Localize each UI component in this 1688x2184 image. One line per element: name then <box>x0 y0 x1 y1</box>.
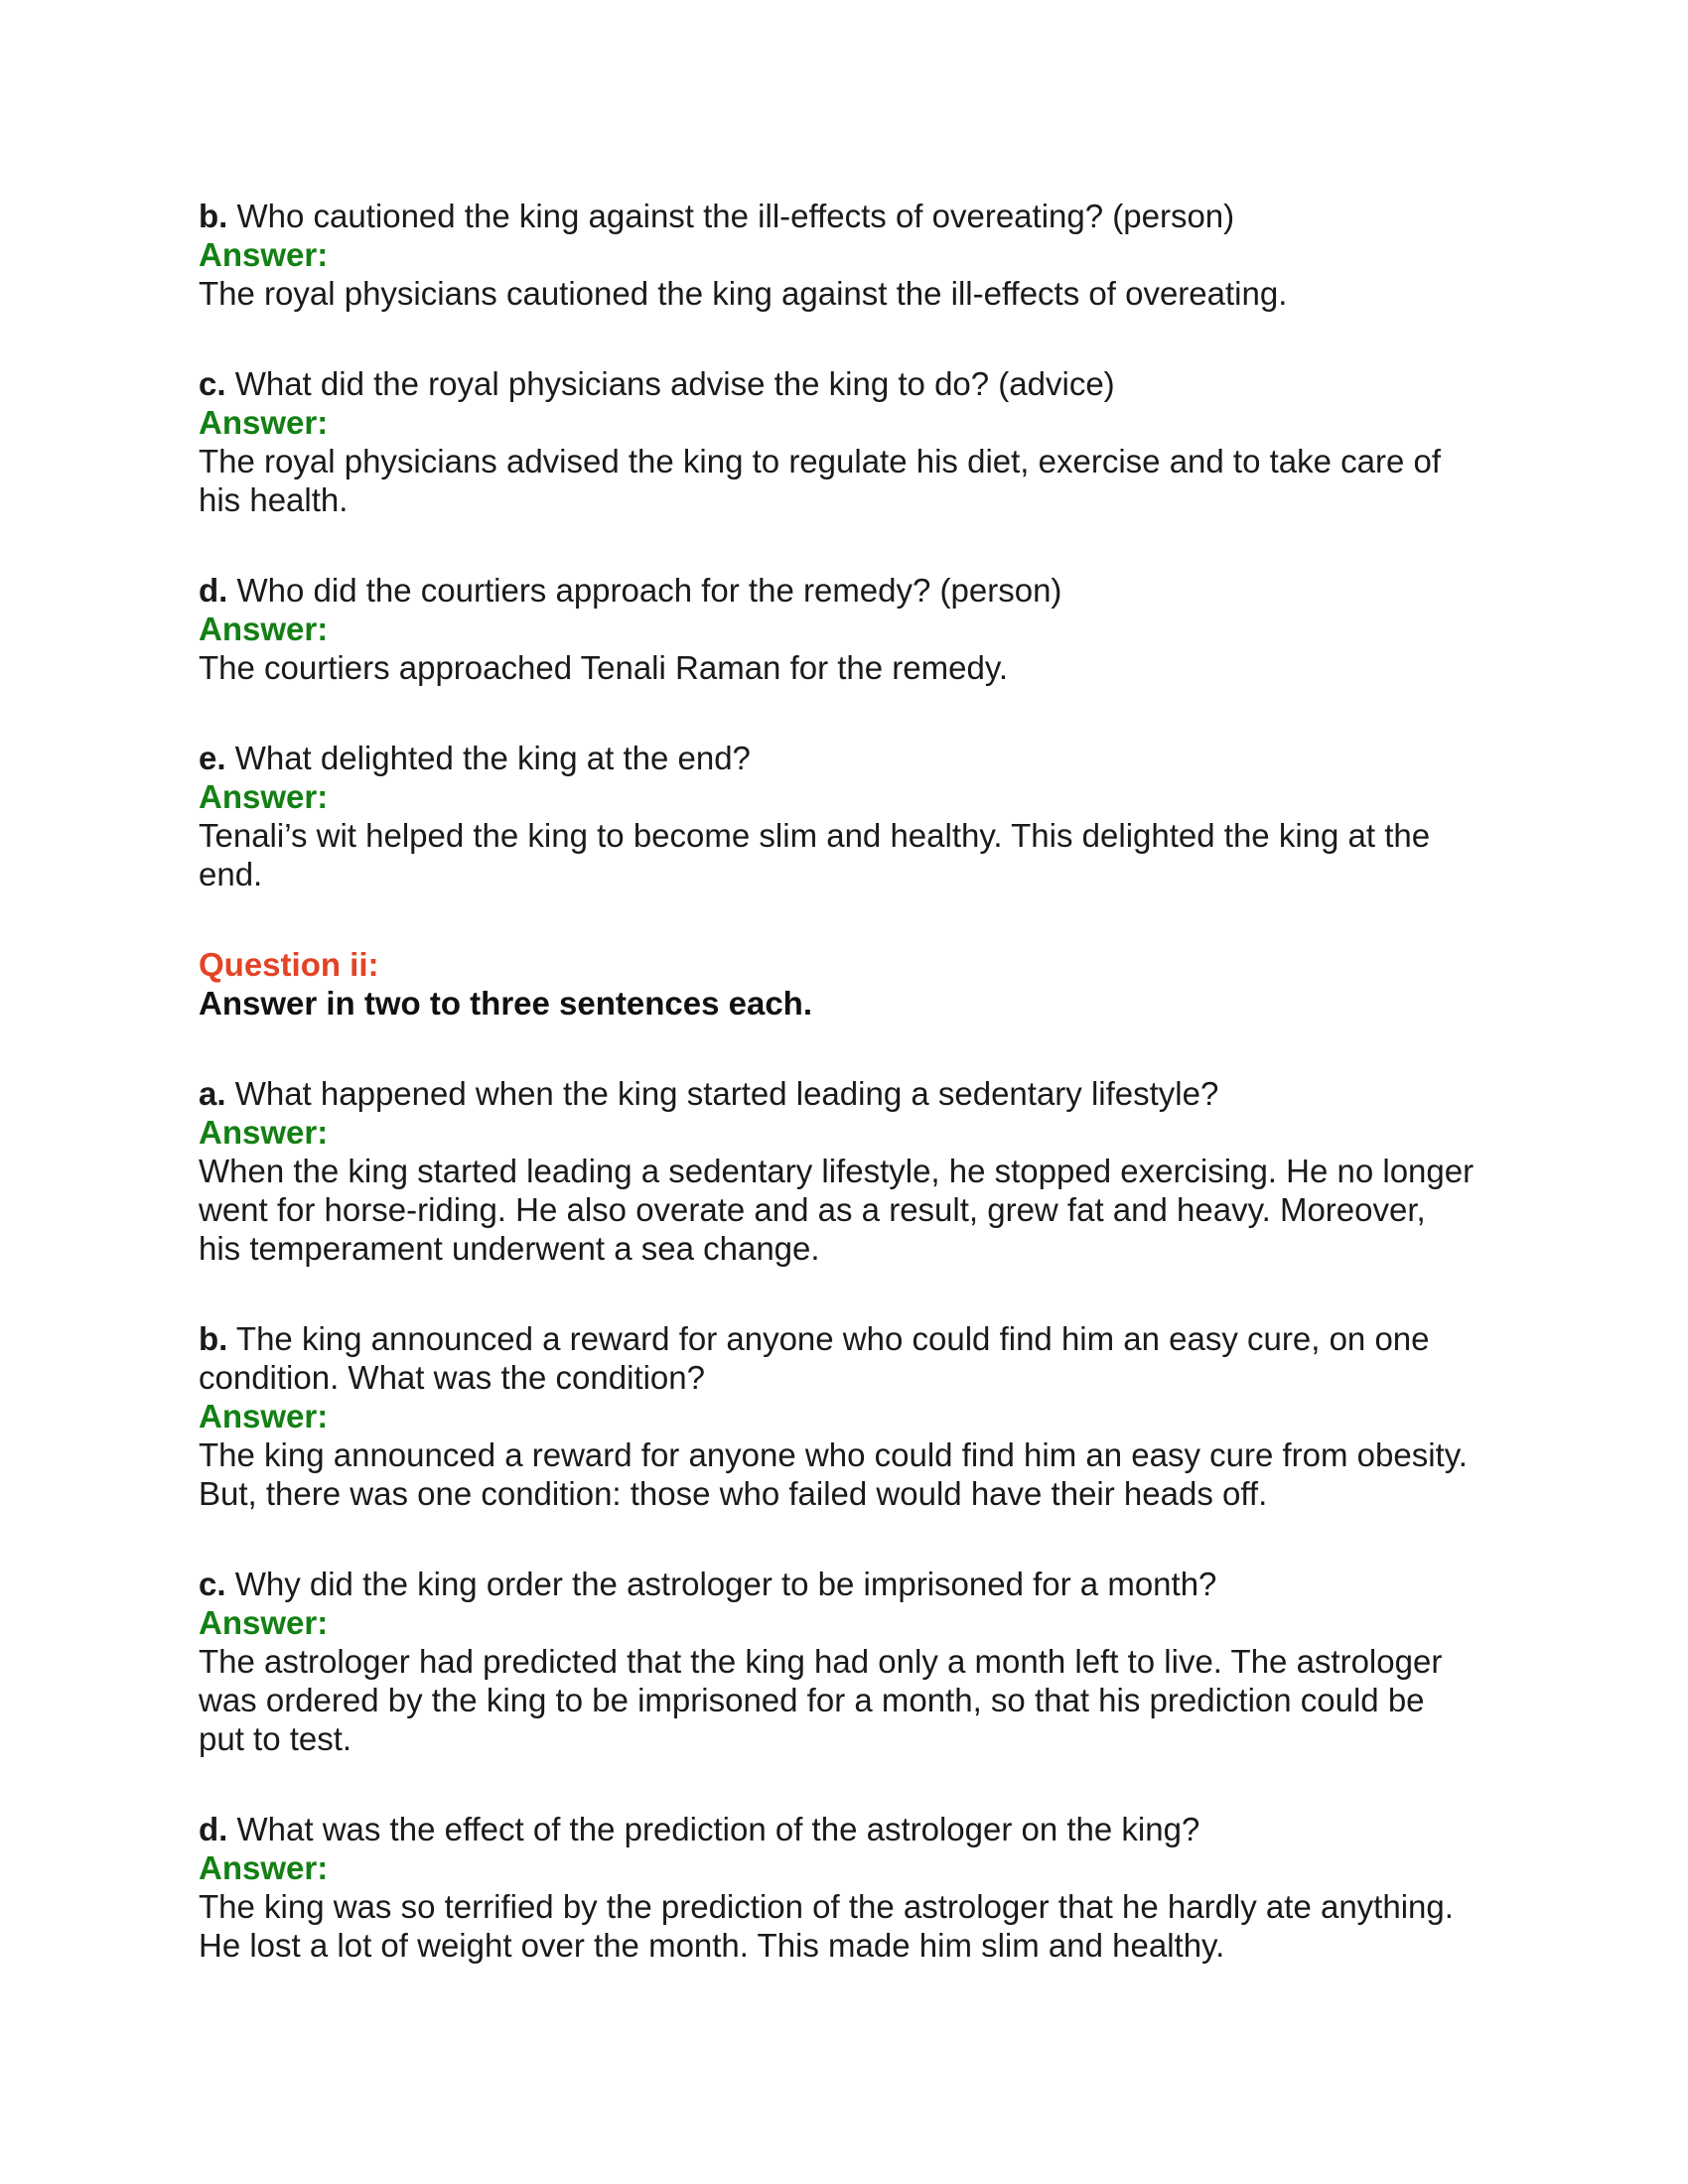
answer-line: When the king started leading a sedentary lifestyle, he stopped exercising. He no longer <box>199 1153 1475 1189</box>
document-page <box>199 197 1509 2016</box>
answer-line: But, there was one condition: those who failed would have their heads off. <box>199 1475 1268 1512</box>
question-text: What was the effect of the prediction of the astrologer on the king? <box>236 1811 1200 1847</box>
answer-line: The courtiers approached Tenali Raman for the remedy. <box>199 649 1009 686</box>
answer-line: was ordered by the king to be imprisoned for a month, so that his prediction could be <box>199 1682 1425 1718</box>
answer-line: The royal physicians cautioned the king against the ill-effects of overeating. <box>199 275 1288 312</box>
answer-line: went for horse-riding. He also overate and as a result, grew fat and heavy. Moreover, <box>199 1191 1426 1228</box>
qa-item-e <box>199 739 1509 893</box>
answer-line: put to test. <box>199 1720 352 1757</box>
answer-line: The king announced a reward for anyone who could find him an easy cure from obesity. <box>199 1436 1468 1473</box>
question-line <box>199 1565 1509 1603</box>
answer-label: Answer: <box>199 611 329 647</box>
question-text: What happened when the king started leading a sedentary lifestyle? <box>234 1075 1219 1112</box>
question-label: c. <box>199 365 226 402</box>
answer-label: Answer: <box>199 778 329 815</box>
section-heading <box>199 945 1509 1023</box>
answer-line: The astrologer had predicted that the king had only a month left to live. The astrologer <box>199 1643 1443 1680</box>
question-text: The king announced a reward for anyone who could find him an easy cure, on one <box>235 1320 1430 1357</box>
answer-line: his temperament underwent a sea change. <box>199 1230 820 1267</box>
question-line <box>199 364 1509 403</box>
answer-line: Tenali’s wit helped the king to become slim and healthy. This delighted the king at the <box>199 817 1431 854</box>
qa-item-d2 <box>199 1810 1509 1965</box>
qa-item-a <box>199 1074 1509 1268</box>
question-line <box>199 739 1509 777</box>
answer-label: Answer: <box>199 404 329 441</box>
qa-item-d <box>199 571 1509 687</box>
question-label: a. <box>199 1075 226 1112</box>
answer-label: Answer: <box>199 1114 329 1151</box>
question-label: d. <box>199 1811 228 1847</box>
question-line <box>199 197 1509 235</box>
qa-item-c2 <box>199 1565 1509 1758</box>
answer-line: He lost a lot of weight over the month. This made him slim and healthy. <box>199 1927 1225 1964</box>
qa-item-b <box>199 197 1509 313</box>
question-line <box>199 1074 1509 1113</box>
section-title: Question ii: <box>199 946 379 983</box>
question-label: c. <box>199 1566 226 1602</box>
question-label: e. <box>199 740 226 776</box>
answer-line: The royal physicians advised the king to regulate his diet, exercise and to take care of <box>199 443 1442 479</box>
question-label: d. <box>199 572 228 609</box>
qa-item-c <box>199 364 1509 519</box>
question-line <box>199 571 1509 610</box>
question-text: Why did the king order the astrologer to be imprisoned for a month? <box>234 1566 1217 1602</box>
answer-label: Answer: <box>199 1849 329 1886</box>
question-label: b. <box>199 1320 228 1357</box>
answer-line: The king was so terrified by the prediction of the astrologer that he hardly ate anything. <box>199 1888 1454 1925</box>
qa-item-b2 <box>199 1319 1509 1513</box>
question-text: What did the royal physicians advise the king to do? (advice) <box>234 365 1115 402</box>
question-line <box>199 1810 1509 1848</box>
question-text: Who did the courtiers approach for the remedy? (person) <box>236 572 1062 609</box>
question-label: b. <box>199 198 228 234</box>
question-text: Who cautioned the king against the ill-effects of overeating? (person) <box>236 198 1235 234</box>
question-text: What delighted the king at the end? <box>234 740 751 776</box>
answer-label: Answer: <box>199 236 329 273</box>
answer-line: end. <box>199 856 263 892</box>
question-line: condition. What was the condition? <box>199 1359 705 1396</box>
answer-line: his health. <box>199 481 349 518</box>
answer-label: Answer: <box>199 1398 329 1434</box>
question-line <box>199 1319 1509 1358</box>
section-instruction: Answer in two to three sentences each. <box>199 985 813 1022</box>
answer-label: Answer: <box>199 1604 329 1641</box>
